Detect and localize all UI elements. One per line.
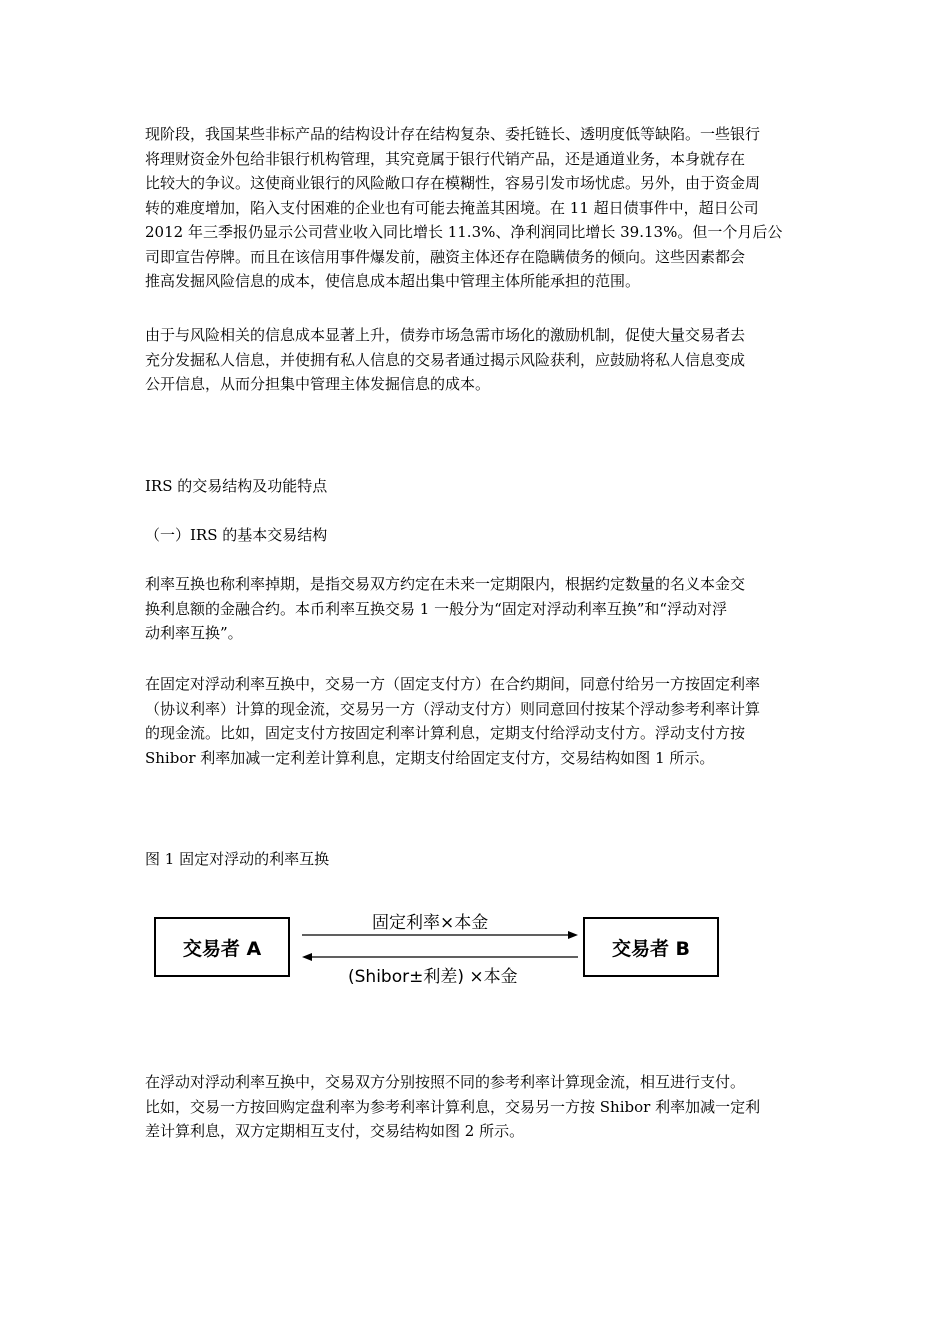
text-line: 在固定对浮动利率互换中，交易一方（固定支付方）在合约期间，同意付给另一方按固定利率 [145,675,761,693]
party-a-box: 交易者 A [154,917,290,977]
text-line: 推高发掘风险信息的成本，使信息成本超出集中管理主体所能承担的范围。 [145,272,641,290]
text-line: 在浮动对浮动利率互换中，交易双方分别按照不同的参考利率计算现金流，相互进行支付。 [145,1073,746,1091]
text-line: 将理财资金外包给非银行机构管理，其究竟属于银行代销产品，还是通道业务，本身就存在 [145,149,746,168]
paragraph-irs-definition [145,572,810,646]
text-line: 的现金流。比如，固定支付方按固定利率计算利息，定期支付给浮动支付方。浮动支付方按 [145,724,746,742]
figure-caption: 图 1 固定对浮动的利率互换 [145,850,330,868]
paragraph-floating-floating [145,1070,810,1144]
paragraph-nonstandard-products [145,122,810,294]
paragraph-fixed-floating [145,672,810,770]
text-line: 比如，交易一方按回购定盘利率为参考利率计算利息，交易另一方按 Shibor 利率加减一定利 [145,1097,761,1116]
party-b-box: 交易者 B [583,917,719,977]
text-line: 动利率互换”。 [145,624,243,642]
text-line: （协议利率）计算的现金流，交易另一方（浮动支付方）则同意回付按某个浮动参考利率计算 [145,699,761,718]
section-heading: IRS 的交易结构及功能特点 [145,477,328,495]
fixed-rate-label: 固定利率×本金 [372,913,489,933]
text-line: 由于与风险相关的信息成本显著上升，债券市场急需市场化的激励机制，促使大量交易者去 [145,326,746,344]
text-line: 利率互换也称利率掉期，是指交易双方约定在未来一定期限内，根据约定数量的名义本金交 [145,575,746,593]
arrowhead-left-icon [302,953,312,961]
paragraph-information-cost [145,323,810,397]
figure-interest-rate-swap [150,905,725,987]
text-line: 公开信息，从而分担集中管理主体发掘信息的成本。 [145,375,491,393]
text-line: 现阶段，我国某些非标产品的结构设计存在结构复杂、委托链长、透明度低等缺陷。一些银行 [145,125,761,143]
arrowhead-right-icon [568,931,578,939]
text-line: 比较大的争议。这使商业银行的风险敞口存在模糊性，容易引发市场忧虑。另外，由于资金周 [145,174,761,192]
text-line: 转的难度增加，陷入支付困难的企业也有可能去掩盖其困境。在 11 超日债事件中，超日公司 [145,198,759,217]
text-line: 2012 年三季报仍显示公司营业收入同比增长 11.3%、净利润同比增长 39.13%。但一个月后公 [145,223,783,241]
text-line: 差计算利息，双方定期相互支付，交易结构如图 2 所示。 [145,1122,525,1140]
floating-rate-label: (Shibor±利差) ×本金 [348,967,518,987]
text-line: 换利息额的金融合约。本币利率互换交易 1 一般分为“固定对浮动利率互换”和“浮动对浮 [145,599,728,618]
text-line: Shibor 利率加减一定利差计算利息，定期支付给固定支付方，交易结构如图 1 所示。 [145,748,715,767]
text-line: 司即宣告停牌。而且在该信用事件爆发前，融资主体还存在隐瞒债务的倾向。这些因素都会 [145,247,746,266]
text-line: 充分发掘私人信息，并使拥有私人信息的交易者通过揭示风险获利，应鼓励将私人信息变成 [145,350,746,369]
subsection-heading: （一）IRS 的基本交易结构 [145,526,328,544]
